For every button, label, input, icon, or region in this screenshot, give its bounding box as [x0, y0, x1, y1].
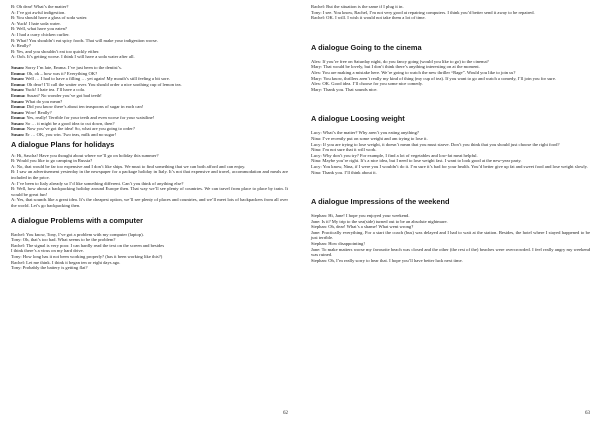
- dialogue-line: A: Really?: [11, 43, 31, 49]
- heading-going-to-cinema: A dialogue Going to the cinema: [311, 42, 422, 52]
- dialogue-line: Lucy: Why don’t you try? For example, I find a lot of vegetables and low-fat meat helpful.: [311, 152, 478, 158]
- dialogue-line: A: I’ve been to Italy already so I’d like something different. Can’t you think of anything else?: [11, 180, 184, 186]
- heading-impressions-of-weekend: A dialogue Impressions of the weekend: [311, 197, 450, 207]
- dialogue-line: Nina: I’m not sure that it will work.: [311, 147, 377, 153]
- dialogue-line: B: Well, how about a backpacking holiday around Europe then. That way we’ll see plenty of countries. We can travel from place to place by train. It would be great fun!: [11, 186, 288, 197]
- dialogue-line: Nina: I’ve recently put on some weight and am trying to lose it.: [311, 135, 428, 141]
- dialogue-line: B: Would you like to go camping in Russia?: [11, 158, 93, 164]
- speaker-name: Susan:: [11, 64, 25, 70]
- dialogue-line: A: Yuck! I hate soda water.: [11, 20, 61, 26]
- dialogue-line: Rachel: But the situation is the same if I plug it in.: [311, 4, 404, 9]
- dialogue-line: Jane: To make matters worse my favourite beach was closed and the other (the rest of the) beaches were overcrowded. I feel really angry my weekend was ruined.: [311, 246, 590, 258]
- dialogue-line: Lucy: If you are trying to lose weight, it doesn’t mean that you must starve. Don’t you think that you should just choose the right food?: [311, 141, 560, 147]
- dialogue-line: [11, 132, 288, 138]
- heading-problems-with-computer: A dialogue Problems with a computer: [11, 215, 143, 225]
- dialogue-line: A: Hi, Sascha! Have you thought about where we’ll go on holiday this summer?: [11, 152, 159, 158]
- dialogue-line: A: I had a curry chicken curlier.: [11, 31, 70, 37]
- dialogue-block-indigestion: [11, 4, 288, 60]
- speaker-name: Susan:: [11, 120, 25, 126]
- dialogue-block-weight: [311, 130, 590, 175]
- speech-text: Did you know there’s about ten teaspoons of sugar in each can!: [25, 104, 144, 110]
- dialogue-line: Lucy: You know, Nina, if I were you I wouldn’t do it. I’m sure it’s bad for your health. You’d better give up fat and sweet food and lose weight slowly.: [311, 163, 588, 169]
- dialogue-line: Alex: OK. Good idea. I’ll choose for you some nice comedy.: [311, 81, 423, 87]
- speaker-name: Emma:: [11, 126, 26, 132]
- speaker-name: Susan:: [11, 132, 25, 138]
- dialogue-line: Rachel: The signal is very poor. I can hardly read the text on the screen and besides: [11, 242, 165, 248]
- dialogue-line: B: Well, what have you eaten?: [11, 26, 67, 32]
- dialogue-line: Tony: Probably the battery is getting flat?: [11, 265, 88, 271]
- dialogue-line: Stephan: How disappointing!: [311, 241, 365, 247]
- dialogue-line: B: Oh dear! What’s the matter?: [11, 4, 69, 9]
- heading-plans-for-holidays: A dialogue Plans for holidays: [11, 139, 115, 149]
- speech-text: Oh dear! I’ll call the waiter over. You should order a nice soothing cup of lemon tea.: [25, 81, 182, 87]
- dialogue-block-computer-continued: [311, 4, 590, 21]
- dialogue-line: A: No, that would be far too expensive and I don’t like ships. We must to find something that we can both afford and can enjoy.: [11, 163, 246, 169]
- dialogue-line: Tony: Oh, that’s too bad. What seems to be the problem?: [11, 237, 116, 243]
- dialogue-line: Rachel: You know, Tony, I’ve got a problem with my computer (laptop).: [11, 231, 144, 237]
- dialogue-line: Mary: Thank you. That sounds nice.: [311, 86, 378, 92]
- speaker-name: Emma:: [11, 115, 26, 121]
- dialogue-line: Tony: I see. You know, Rachel, I’m not very good at repairing computers. I think you’d better send it away to be repaired.: [311, 9, 535, 15]
- speech-text: Wow! Really?: [24, 109, 52, 115]
- dialogue-line: B: I saw an advertisement yesterday in the newspaper for a package holiday in Italy. It’s not that expensive and travel, accommodation and meals are included in the price.: [11, 169, 288, 181]
- speech-text: Yes, really! Terrible for your teeth and even worse for your waistline!: [25, 115, 155, 121]
- dialogue-line: Jane: Practically everything. For a start the coach (bus) was delayed and I had to wait at the station. Besides, the hotel where I stayed happened to be just terrible.: [311, 229, 590, 241]
- dialogue-line: Mary: That would be lovely, but I don’t think there’s anything interesting on at the moment.: [311, 64, 480, 70]
- dialogue-block-weekend: [311, 213, 590, 263]
- speech-text: Well … I had to have a filling … yet again! My mouth’s still feeling a bit sore.: [24, 76, 170, 82]
- dialogue-line: B: Yes, and you shouldn’t eat too quickly either.: [11, 48, 100, 54]
- dialogue-line: Tony: How long has it not been working properly? (has it been working like this?): [11, 253, 163, 259]
- dialogue-line: Stephan: Oh, dear! What’s a shame! What went wrong?: [311, 224, 414, 230]
- speaker-name: Emma:: [11, 92, 26, 98]
- page-number: 62: [283, 411, 288, 416]
- dialogue-line: Mary: You know, thrillers aren’t really my kind of thing (my cup of tea). If you want to go and watch a comedy, I’ll join you for sure.: [311, 75, 557, 81]
- speaker-name: Emma:: [11, 104, 26, 110]
- dialogue-line: Stephan: Oh, I’m really sorry to hear that. I hope you’ll have better luck next time.: [311, 257, 463, 263]
- dialogue-line: Stephan: Hi, Jane! I hope you enjoyed your weekend.: [311, 213, 410, 219]
- dialogue-block-holidays: [11, 153, 288, 209]
- speech-text: Sorry I’m late, Emma. I’ve just been to the dentist’s.: [24, 64, 122, 70]
- dialogue-line: Nina: Thank you. I’ll think about it.: [311, 169, 377, 175]
- dialogue-block-dentist: [11, 65, 288, 138]
- speaker-name: Susan:: [11, 76, 25, 82]
- speech-text: So … it might be a good idea to cut down, then?: [24, 120, 115, 126]
- dialogue-line: A: Yes, that sounds like a great idea. It’s the cheapest option, we’ll see plenty of places and countries, and we’ll meet lots of backpackers from all over the world. Let’s go backpacking then.: [11, 197, 288, 208]
- speech-text: Oh, ok – how was it? Everything OK?: [25, 70, 98, 76]
- dialogue-line: Rachel: OK. I will. I wish it would not take them a lot of time.: [311, 15, 426, 21]
- dialogue-line: B: You should have a glass of soda water.: [11, 15, 88, 21]
- dialogue-line: Lucy: What’s the matter? Why aren’t you eating anything?: [311, 130, 419, 136]
- dialogue-line: A: I’ve got awful indigestion.: [11, 9, 66, 15]
- dialogue-line: I think there’s a virus on my hard drive.: [11, 248, 84, 254]
- speech-text: Er … OK, you win. Two teas, milk and no sugar!: [24, 132, 116, 138]
- dialogue-block-cinema: [311, 59, 590, 93]
- speaker-name: Susan:: [11, 87, 25, 93]
- speaker-name: Susan:: [11, 109, 25, 115]
- speaker-name: Susan:: [11, 98, 25, 104]
- dialogue-line: A: Ooh. It’s getting worse. I think I will have a soda water after all.: [11, 54, 135, 60]
- dialogue-line: Alex: You are making a mistake here. We’re going to watch the new thriller “Rage”. Would you like to join us?: [311, 69, 516, 75]
- speech-text: Yuck! I hate tea. I’ll have a cola.: [24, 87, 86, 93]
- dialogue-block-computer: [11, 232, 288, 271]
- speech-text: Susan? No wonder you’ve got bad teeth!: [25, 92, 102, 98]
- right-page: [300, 0, 600, 424]
- dialogue-line: Nina: Maybe you’re right. It’s a nice idea, but I need to lose weight fast. I want to look good at the new-year party.: [311, 158, 522, 164]
- dialogue-line: Alex: If you’re free on Saturday night, do you fancy going (would you like to go) to the cinema?: [311, 58, 489, 64]
- speech-text: What do you mean?: [24, 98, 63, 104]
- heading-loosing-weight: A dialogue Loosing weight: [311, 114, 405, 124]
- speaker-name: Emma:: [11, 70, 26, 76]
- speech-text: Now you’ve got the idea! So, what are you going to order?: [25, 126, 135, 132]
- dialogue-line: Jane: Is it? My trip to the sea(side) turned out to be an absolute nightmare.: [311, 218, 448, 224]
- dialogue-line: Rachel: Let me think. I think it began ten or eight days ago.: [11, 259, 121, 265]
- page-number: 63: [585, 411, 590, 416]
- speaker-name: Emma:: [11, 81, 26, 87]
- dialogue-line: B: What! You shouldn’t eat spicy foods. That will make your indigestion worse.: [11, 37, 158, 43]
